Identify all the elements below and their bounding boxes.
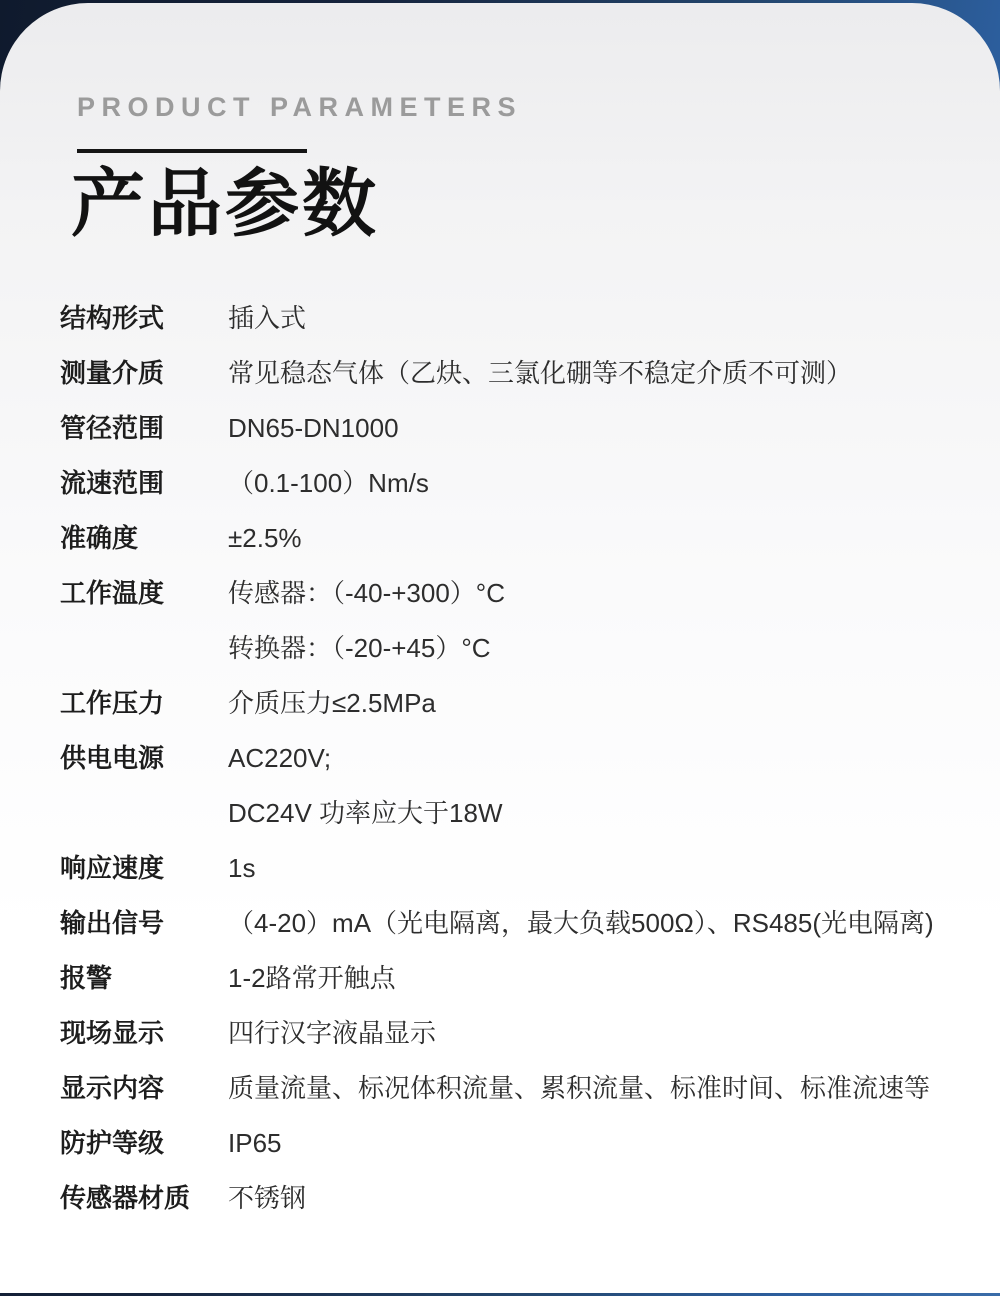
parameter-row [0, 676, 1000, 731]
parameters-table [0, 291, 1000, 1226]
parameter-label: 工作压力 [60, 688, 165, 718]
card-content [0, 3, 1000, 1226]
parameter-label: 现场显示 [60, 1018, 165, 1048]
section-eyebrow: PRODUCT PARAMETERS [77, 92, 523, 122]
parameter-row [0, 511, 1000, 566]
parameter-label: 流速范围 [60, 468, 165, 498]
parameter-label: 管径范围 [60, 413, 165, 443]
parameter-value-line: ±2.5% [228, 523, 302, 553]
parameter-value [228, 1006, 436, 1061]
parameter-value [228, 456, 429, 511]
parameter-value-line: IP65 [228, 1128, 282, 1158]
parameter-value [228, 1116, 282, 1171]
parameter-value-line: 常见稳态气体（乙炔、三氯化硼等不稳定介质不可测） [228, 358, 853, 388]
parameter-label: 工作温度 [60, 578, 165, 608]
parameter-label: 传感器材质 [60, 1183, 191, 1213]
parameter-row [0, 456, 1000, 511]
parameter-value [228, 566, 505, 676]
parameter-label: 准确度 [60, 523, 139, 553]
parameter-value [228, 1061, 930, 1116]
parameter-label: 测量介质 [60, 358, 165, 388]
title-divider [77, 149, 307, 153]
parameter-row [0, 566, 1000, 676]
parameter-row [0, 401, 1000, 456]
parameter-value-line: 转换器：（-20-+45）°C [228, 633, 491, 663]
parameter-value [228, 676, 436, 731]
parameter-value-line: 1-2路常开触点 [228, 963, 396, 993]
parameter-value-line: 传感器：（-40-+300）°C [228, 578, 505, 608]
parameter-row [0, 731, 1000, 841]
parameter-value-line: DC24V 功率应大于18W [228, 798, 503, 828]
parameter-value [228, 896, 934, 951]
parameter-value-line: 质量流量、标况体积流量、累积流量、标准时间、标准流速等 [228, 1073, 931, 1103]
parameter-value [228, 401, 399, 456]
parameter-row [0, 1116, 1000, 1171]
parameter-label: 结构形式 [60, 303, 165, 333]
parameter-row [0, 1006, 1000, 1061]
parameter-label: 供电电源 [60, 743, 165, 773]
page-title: 产品参数 [71, 162, 379, 245]
parameter-value [228, 731, 503, 841]
parameter-value [228, 291, 306, 346]
parameter-value [228, 511, 302, 566]
parameter-row [0, 291, 1000, 346]
parameter-value-line: 四行汉字液晶显示 [228, 1018, 437, 1048]
parameter-value-line: （4-20）mA（光电隔离，最大负载500Ω）、RS485(光电隔离) [228, 908, 934, 938]
parameter-row [0, 346, 1000, 401]
parameter-label: 显示内容 [60, 1073, 165, 1103]
parameter-label: 防护等级 [60, 1128, 165, 1158]
parameter-value [228, 346, 852, 401]
parameter-row [0, 896, 1000, 951]
parameter-value [228, 951, 396, 1006]
parameter-row [0, 841, 1000, 896]
product-parameters-card [0, 3, 1000, 1293]
parameter-value-line: 介质压力≤2.5MPa [228, 688, 436, 718]
parameter-value-line: 1s [228, 853, 256, 883]
parameter-value [228, 841, 255, 896]
parameter-value-line: （0.1-100）Nm/s [228, 468, 429, 498]
parameter-value [228, 1171, 306, 1226]
parameter-row [0, 1171, 1000, 1226]
parameter-value-line: DN65-DN1000 [228, 413, 399, 443]
parameter-label: 输出信号 [60, 908, 165, 938]
parameter-value-line: 插入式 [228, 303, 307, 333]
parameter-label: 报警 [60, 963, 113, 993]
parameter-row [0, 951, 1000, 1006]
parameter-value-line: AC220V; [228, 743, 332, 773]
parameter-label: 响应速度 [60, 853, 165, 883]
parameter-value-line: 不锈钢 [228, 1183, 307, 1213]
parameter-row [0, 1061, 1000, 1116]
